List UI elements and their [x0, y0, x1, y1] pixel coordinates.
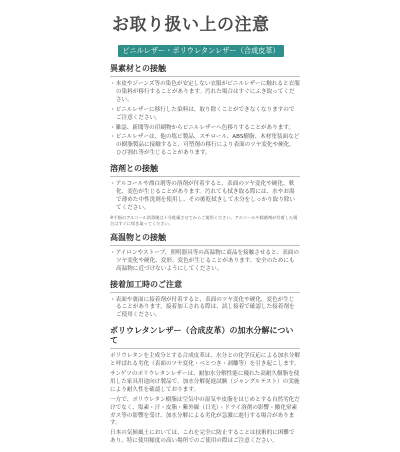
section-divider: [110, 245, 300, 246]
bullet-item: ・ ビニルレザーは、他の塩ビ製品、スチロール、ABS樹脂、木材塗装面などの樹脂製品に接触すると、可塑剤の移行により表面のツヤ変化や硬化、ひび割れ等が生じることがあります。: [110, 134, 300, 158]
paragraph: 一方で、ポリウレタン樹脂は空気中の湿気や皮脂をはじめとする自然劣化だけでなく、塩素・汗・皮脂・紫外線（日光）・ドライ溶剤の影響・酸化窒素ガス等の影響を受け、加水分解による劣化が急激に進行する場合があります。: [110, 396, 300, 427]
section-divider: [110, 292, 300, 293]
bullet-list: [110, 297, 300, 321]
section-divider: [110, 76, 300, 77]
content: [110, 64, 300, 452]
material-band: ビニルレザー・ポリウレタンレザー（合成皮革）: [118, 45, 284, 57]
bullet-item: ・ 本皮やジーンズ等の染色が安定しない衣服がビニルレザーに触れると衣服の染料が移行することがあります。汚れた場合はすぐにふき取ってください。: [110, 81, 300, 105]
bullet-item: ・ ビニルレザーに移行した染料は、取り除くことができなくなりますのでご注意ください。: [110, 107, 300, 123]
paragraph: サンゲツのポリウレタンレザーは、耐加水分解性能に優れた高耐久樹脂を使用した家具用途向け製品で、加水分解促進試験（ジャングルテスト）の実施により耐久性を確認しております。: [110, 371, 300, 393]
section-hydrolysis: [110, 326, 300, 446]
page-title: お取り扱い上の注意: [112, 15, 270, 35]
section-adhesive-processing: [110, 280, 300, 321]
section-divider: [110, 176, 300, 177]
bullet-list: [110, 181, 300, 213]
section-hot-object-contact: [110, 233, 300, 274]
paragraph: 日本の気候風土においては、これを完全に防止することは技術的に困難であり、特に使用頻度の高い場所でのご使用の際はご注意ください。: [110, 430, 295, 445]
section-title: ポリウレタンレザー（合成皮革）の加水分解について: [110, 326, 294, 346]
section-title: 接着加工時のご注意: [110, 279, 182, 289]
bullet-item: ・ 雑誌、新聞等の印刷物からビニルレザーへ色移りすることがあります。: [110, 125, 300, 133]
section-title: 溶剤との接触: [110, 164, 158, 174]
section-foreign-material-contact: [110, 64, 300, 158]
bullet-item: ・ 表面や裏面に接着剤が付着すると、表面のツヤ変化や硬化、変色が生じることがあります。接着加工される際は、試し接着で確認した接着剤をご使用ください。: [110, 297, 300, 321]
paragraph: ポリウレタンを主成分とする合成皮革は、水分との化学反応による加水分解と呼ばれる劣化（表面のツヤ変化・べとつき・剥離等）を引き起こします。: [110, 353, 300, 368]
bullet-item: ・ アイロンやストーブ、照明器具等の高温物に商品を接触させると、表面のツヤ変化や硬化、変形、変色が生じることがあります。安全のためにも高温物に近づけないようにしてください。: [110, 250, 300, 274]
section-title: 高温物との接触: [110, 232, 166, 242]
section-solvent-contact: [110, 164, 300, 227]
bullet-list: [110, 250, 300, 274]
section-title: 異素材との接触: [110, 64, 166, 73]
bullet-list: [110, 81, 300, 158]
section-divider: [110, 348, 300, 349]
bullet-item: ・ アルコールや漂白剤等の溶剤が付着すると、表面のツヤ変化や硬化、軟化、変色が生じることがあります。汚れても拭き取る際には、水やお湯で薄めた中性洗剤を使用し、その後乾拭きして水分をしっかり取り除いてください。: [110, 181, 300, 213]
note-text: ※手指のアルコール消毒後は十分乾燥させてからご使用ください。アルコールや除菌剤が付着した場合はすぐに拭き取ってください。: [110, 214, 298, 226]
